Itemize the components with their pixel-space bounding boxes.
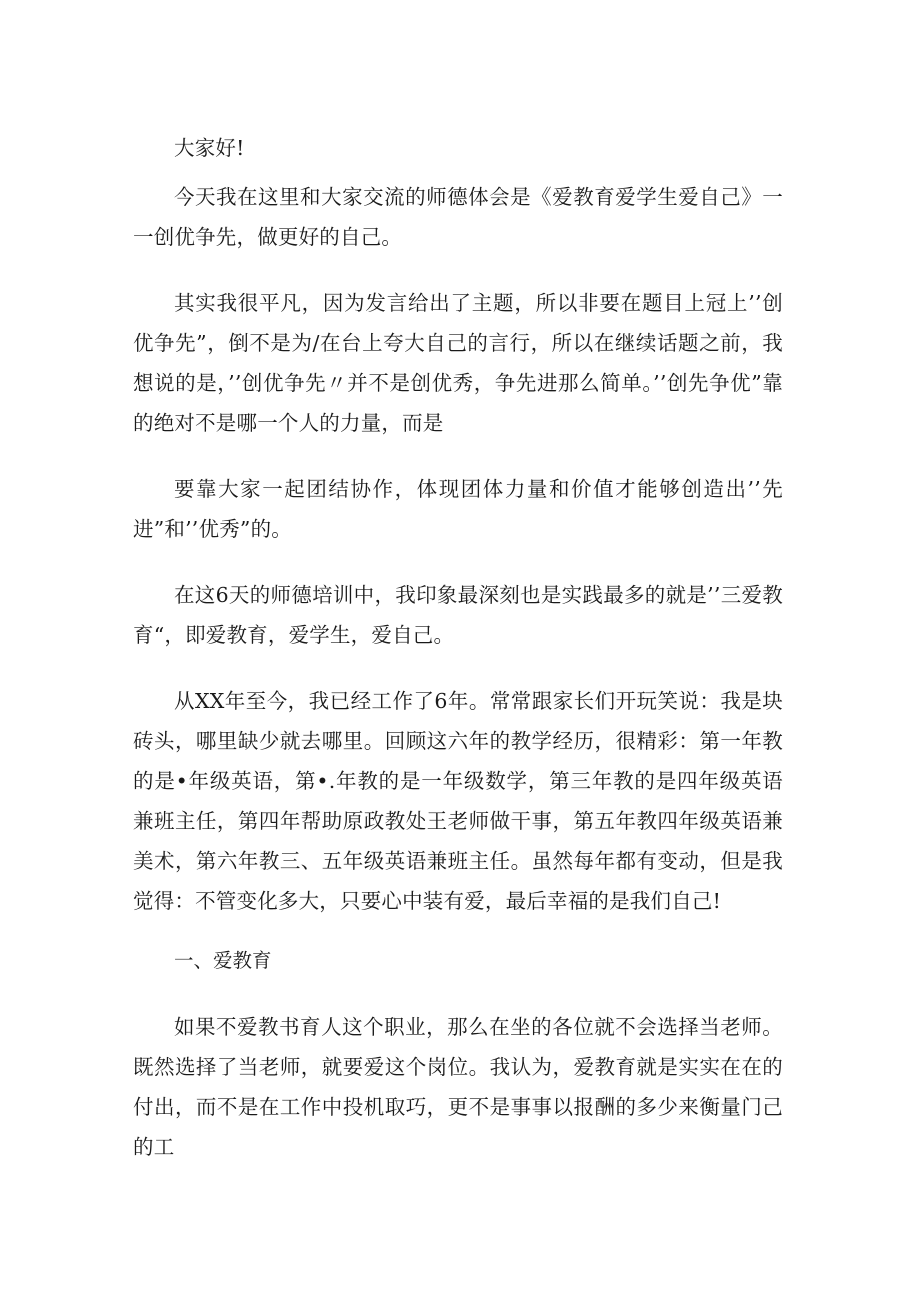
training-paragraph: 在这6天的师德培训中，我印象最深刻也是实践最多的就是’’三爱教育“，即爱教育，爱学生，爱自己。 — [133, 583, 783, 647]
intro-paragraph: 今天我在这里和大家交流的师德体会是《爱教育爱学生爱自己》一一创优争先，做更好的自己。 — [133, 185, 783, 249]
greeting-paragraph: 大家好! — [174, 136, 245, 160]
document-body — [133, 128, 783, 1167]
experience-paragraph: 从XX年至今，我已经工作了6年。常常跟家长们开玩笑说：我是块砖头，哪里缺少就去哪里。回顾这六年的教学经历，很精彩：第一年教的是•年级英语，第•.年教的是一年级数学，第三年教的是四年级英语兼班主任，第四年帮助原政教处王老师做干事，第五年教四年级英语兼美术，第六年教三、五年级英语兼班主任。虽然每年都有变动，但是我觉得：不管变化多大，只要心中装有爱，最后幸福的是我们自己! — [133, 689, 783, 913]
teamwork-paragraph: 要靠大家一起团结协作，体现团体力量和价值才能够创造出’’先进”和’’优秀”的。 — [133, 477, 783, 541]
love-education-paragraph: 如果不爱教书育人这个职业，那么在坐的各位就不会选择当老师。既然选择了当老师，就要爱这个岗位。我认为，爱教育就是实实在在的付出，而不是在工作中投机取巧，更不是事事以报酬的多少来衡量门己的工 — [133, 1015, 783, 1159]
section-heading-love-education: 一、爱教育 — [174, 949, 272, 972]
theme-paragraph: 其实我很平凡，因为发言给出了主题，所以非要在题目上冠上’’创优争先”，倒不是为/在台上夸大自己的言行，所以在继续话题之前，我想说的是，’’创优争先〃并不是创优秀，争先进那么简单。’’创先争优”靠的绝对不是哪一个人的力量，而是 — [133, 291, 783, 435]
